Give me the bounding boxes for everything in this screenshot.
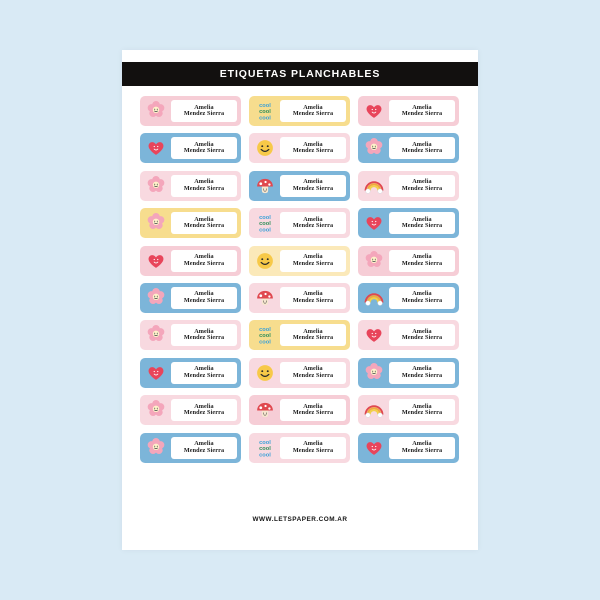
label-name-box [280, 175, 346, 197]
label-row [140, 320, 460, 350]
label-name-line1: Amelia [194, 103, 214, 111]
label-name-line2: Mendez Sierra [401, 110, 443, 117]
name-label[interactable] [140, 246, 241, 276]
label-row [140, 208, 460, 238]
label-name-line2: Mendez Sierra [292, 334, 334, 342]
label-name-line1: Amelia [412, 253, 432, 261]
svg-text:cool: cool [259, 327, 271, 334]
name-label[interactable] [358, 283, 459, 313]
name-label[interactable] [358, 133, 459, 163]
name-label[interactable] [249, 246, 350, 276]
label-name-line2: Mendez Sierra [401, 147, 443, 155]
label-row [140, 246, 460, 276]
label-name-line2: Mendez Sierra [183, 259, 225, 267]
name-label[interactable] [140, 133, 241, 163]
label-name-line2: Mendez Sierra [401, 259, 443, 267]
label-name-box [171, 287, 237, 309]
flower-icon [144, 287, 168, 309]
label-name-line2: Mendez Sierra [292, 446, 334, 454]
label-name-line2: Mendez Sierra [401, 371, 443, 379]
label-name-line1: Amelia [303, 140, 323, 148]
label-name-box [171, 399, 237, 421]
label-row [140, 171, 460, 201]
label-name-line2: Mendez Sierra [401, 296, 443, 304]
label-name-box [389, 250, 455, 272]
name-label[interactable] [249, 320, 350, 350]
flower-icon [144, 437, 168, 459]
name-label[interactable] [358, 395, 459, 425]
svg-text:cool: cool [259, 439, 271, 446]
flower-icon [362, 137, 386, 159]
mushroom-icon [253, 399, 277, 421]
name-label[interactable] [140, 433, 241, 463]
label-row [140, 133, 460, 163]
label-name-line2: Mendez Sierra [401, 334, 443, 342]
label-name-box [171, 175, 237, 197]
label-name-line1: Amelia [303, 365, 323, 373]
heart-icon [362, 212, 386, 234]
heart-icon [362, 324, 386, 346]
label-name-box [171, 100, 237, 122]
svg-text:cool: cool [259, 445, 271, 452]
heart-icon [144, 137, 168, 159]
page-title: ETIQUETAS PLANCHABLES [219, 68, 381, 80]
label-name-box [389, 212, 455, 234]
label-row [140, 358, 460, 388]
label-name-line2: Mendez Sierra [401, 184, 443, 192]
label-name-line2: Mendez Sierra [292, 409, 334, 417]
name-label[interactable] [140, 208, 241, 238]
label-name-line1: Amelia [194, 290, 214, 298]
label-name-line1: Amelia [412, 327, 432, 335]
label-name-line2: Mendez Sierra [183, 110, 225, 117]
svg-text:cool: cool [259, 227, 271, 234]
label-name-box [389, 437, 455, 459]
label-row [140, 433, 460, 463]
name-label[interactable] [358, 433, 459, 463]
label-name-box [280, 250, 346, 272]
svg-text:cool: cool [259, 103, 271, 110]
label-name-line2: Mendez Sierra [183, 296, 225, 304]
label-name-box [171, 250, 237, 272]
label-name-line1: Amelia [303, 103, 323, 111]
svg-text:cool: cool [259, 333, 271, 340]
label-name-box [280, 212, 346, 234]
svg-text:cool: cool [259, 109, 271, 116]
label-name-line1: Amelia [194, 215, 214, 223]
name-label[interactable] [358, 358, 459, 388]
label-name-box [389, 362, 455, 384]
label-name-line1: Amelia [412, 365, 432, 373]
label-sheet [122, 50, 478, 550]
label-name-line2: Mendez Sierra [183, 222, 225, 230]
rainbow-icon [362, 175, 386, 197]
name-label[interactable] [358, 246, 459, 276]
label-name-line1: Amelia [412, 103, 432, 111]
label-name-line1: Amelia [412, 402, 432, 410]
label-name-line2: Mendez Sierra [183, 147, 225, 155]
label-name-line2: Mendez Sierra [292, 110, 334, 117]
label-name-line2: Mendez Sierra [183, 184, 225, 192]
label-name-line1: Amelia [303, 253, 323, 261]
label-name-box [280, 137, 346, 159]
heart-icon [144, 250, 168, 272]
name-label[interactable] [249, 171, 350, 201]
name-label[interactable] [140, 171, 241, 201]
label-name-line1: Amelia [194, 178, 214, 186]
name-label[interactable] [358, 208, 459, 238]
flower-icon [144, 212, 168, 234]
name-label[interactable] [249, 96, 350, 126]
heart-icon [144, 362, 168, 384]
label-name-box [389, 100, 455, 122]
label-row [140, 395, 460, 425]
label-name-line2: Mendez Sierra [292, 184, 334, 192]
label-name-box [280, 437, 346, 459]
name-label[interactable] [358, 96, 459, 126]
label-name-line1: Amelia [412, 140, 432, 148]
name-label[interactable] [140, 320, 241, 350]
footer-url: WWW.LETSPAPER.COM.AR [252, 516, 348, 523]
label-name-line2: Mendez Sierra [183, 409, 225, 417]
flower-icon [144, 100, 168, 122]
label-name-box [389, 287, 455, 309]
label-name-line2: Mendez Sierra [401, 409, 443, 417]
labels-grid [140, 96, 460, 463]
name-label[interactable] [140, 358, 241, 388]
name-label[interactable] [140, 283, 241, 313]
name-label[interactable] [249, 433, 350, 463]
svg-text:cool: cool [259, 215, 271, 222]
label-name-line1: Amelia [303, 290, 323, 298]
flower-icon [144, 399, 168, 421]
label-name-line1: Amelia [194, 365, 214, 373]
label-name-line1: Amelia [303, 440, 323, 448]
label-name-box [389, 137, 455, 159]
label-name-box [389, 399, 455, 421]
mushroom-icon [253, 175, 277, 197]
name-label[interactable] [249, 283, 350, 313]
svg-text:cool: cool [259, 339, 271, 346]
svg-text:cool: cool [259, 451, 271, 458]
rainbow-icon [362, 287, 386, 309]
flower-icon [362, 250, 386, 272]
label-name-line2: Mendez Sierra [183, 371, 225, 379]
label-name-line2: Mendez Sierra [183, 446, 225, 454]
smiley-icon [253, 250, 277, 272]
label-name-box [171, 362, 237, 384]
label-name-line1: Amelia [412, 440, 432, 448]
label-name-line2: Mendez Sierra [292, 296, 334, 304]
label-name-line1: Amelia [194, 440, 214, 448]
name-label[interactable] [249, 395, 350, 425]
label-name-box [171, 137, 237, 159]
rainbow-icon [362, 399, 386, 421]
label-name-line2: Mendez Sierra [292, 371, 334, 379]
cool-text-icon [253, 324, 277, 346]
label-name-line1: Amelia [194, 140, 214, 148]
label-name-line1: Amelia [194, 327, 214, 335]
label-name-box [280, 399, 346, 421]
smiley-icon [253, 137, 277, 159]
label-name-box [389, 175, 455, 197]
sheet-header-band [122, 62, 478, 86]
label-name-box [280, 362, 346, 384]
label-row [140, 283, 460, 313]
label-name-line1: Amelia [194, 253, 214, 261]
label-name-line2: Mendez Sierra [292, 259, 334, 267]
heart-icon [362, 437, 386, 459]
label-name-line1: Amelia [303, 215, 323, 223]
label-name-line1: Amelia [412, 215, 432, 223]
label-name-line1: Amelia [303, 327, 323, 335]
name-label[interactable] [358, 320, 459, 350]
name-label[interactable] [140, 96, 241, 126]
name-label[interactable] [249, 133, 350, 163]
svg-text:cool: cool [259, 221, 271, 228]
flower-icon [362, 362, 386, 384]
heart-icon [362, 100, 386, 122]
label-name-box [280, 287, 346, 309]
label-name-line2: Mendez Sierra [401, 222, 443, 230]
label-name-line1: Amelia [303, 402, 323, 410]
label-row [140, 96, 460, 126]
label-name-line1: Amelia [412, 178, 432, 186]
label-name-box [280, 324, 346, 346]
label-name-line1: Amelia [412, 290, 432, 298]
label-name-box [389, 324, 455, 346]
name-label[interactable] [358, 171, 459, 201]
flower-icon [144, 324, 168, 346]
mushroom-icon [253, 287, 277, 309]
label-name-box [280, 100, 346, 122]
label-name-box [171, 437, 237, 459]
label-name-line2: Mendez Sierra [292, 147, 334, 155]
svg-text:cool: cool [259, 115, 271, 122]
cool-text-icon [253, 437, 277, 459]
smiley-icon [253, 362, 277, 384]
label-name-line2: Mendez Sierra [292, 222, 334, 230]
name-label[interactable] [249, 208, 350, 238]
label-name-line2: Mendez Sierra [401, 446, 443, 454]
label-name-line1: Amelia [194, 402, 214, 410]
name-label[interactable] [249, 358, 350, 388]
label-name-line1: Amelia [303, 178, 323, 186]
label-name-box [171, 324, 237, 346]
cool-text-icon [253, 100, 277, 122]
flower-icon [144, 175, 168, 197]
name-label[interactable] [140, 395, 241, 425]
cool-text-icon [253, 212, 277, 234]
label-name-line2: Mendez Sierra [183, 334, 225, 342]
label-name-box [171, 212, 237, 234]
